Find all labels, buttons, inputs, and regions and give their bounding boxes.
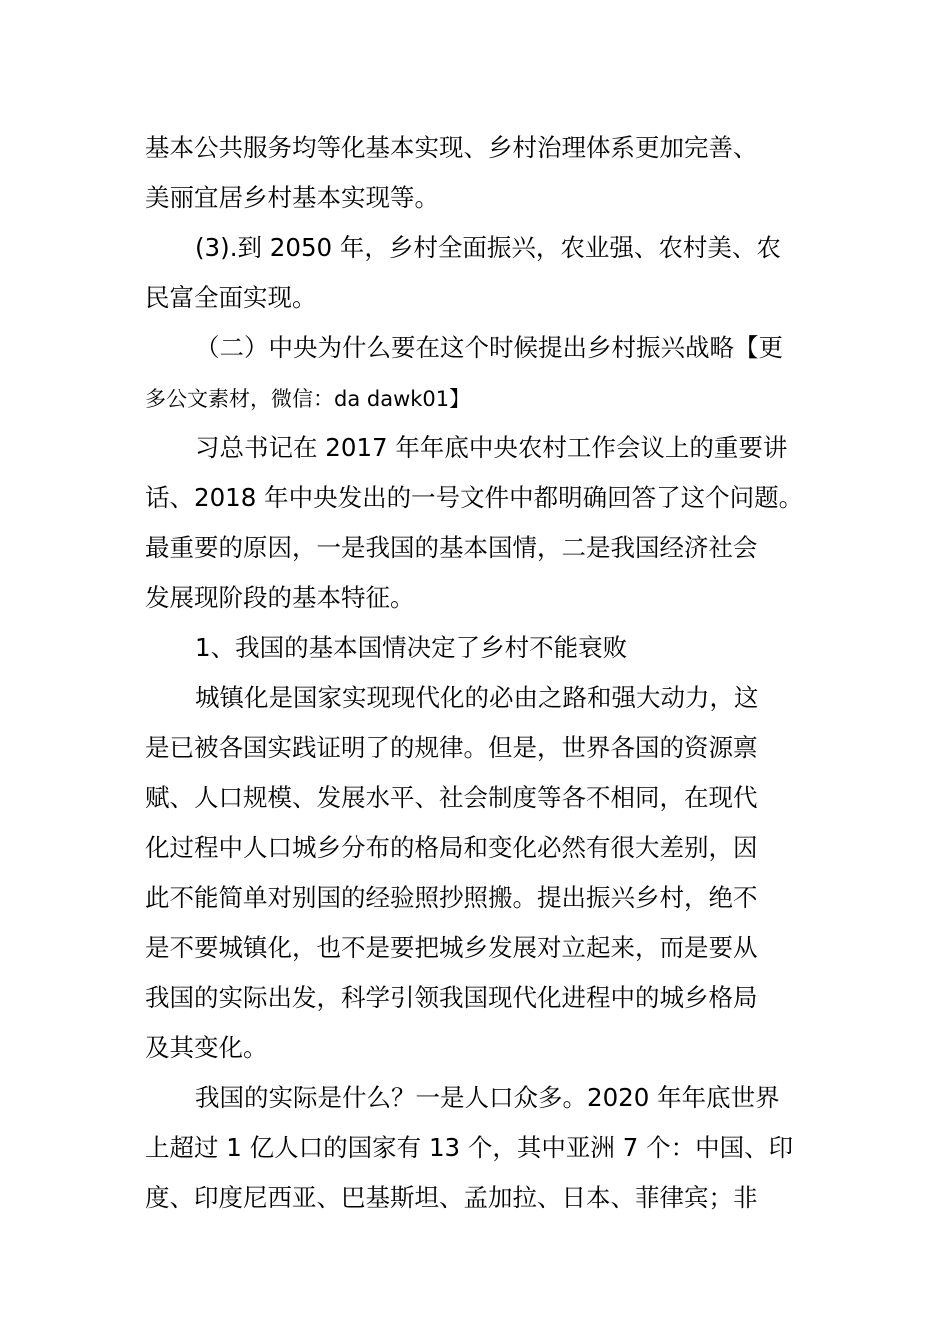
text-line-15: 化过程中人口城乡分布的格局和变化必然有很大差别，因 (145, 833, 758, 862)
text-line-3: (3).到 2050 年，乡村全面振兴，农业强、农村美、农 (195, 233, 781, 262)
text-line-17: 是不要城镇化，也不是要把城乡发展对立起来，而是要从 (145, 933, 758, 962)
text-line-18: 我国的实际出发，科学引领我国现代化进程中的城乡格局 (145, 983, 758, 1012)
text-line-1: 基本公共服务均等化基本实现、乡村治理体系更加完善、 (145, 133, 758, 162)
text-line-19: 及其变化。 (145, 1033, 268, 1062)
text-line-4: 民富全面实现。 (145, 283, 317, 312)
text-line-9: 最重要的原因，一是我国的基本国情，二是我国经济社会 (145, 533, 758, 562)
text-line-6: 多公文素材，微信：da dawk01】 (145, 387, 471, 411)
text-line-22: 度、印度尼西亚、巴基斯坦、孟加拉、日本、菲律宾；非 (145, 1183, 758, 1212)
text-line-7: 习总书记在 2017 年年底中央农村工作会议上的重要讲 (195, 433, 788, 462)
text-line-20: 我国的实际是什么？一是人口众多。2020 年年底世界 (195, 1083, 780, 1112)
text-line-13: 是已被各国实践证明了的规律。但是，世界各国的资源禀 (145, 733, 758, 762)
text-line-2: 美丽宜居乡村基本实现等。 (145, 183, 439, 212)
text-line-10: 发展现阶段的基本特征。 (145, 583, 415, 612)
text-line-8: 话、2018 年中央发出的一号文件中都明确回答了这个问题。 (145, 483, 804, 512)
text-line-12: 城镇化是国家实现现代化的必由之路和强大动力，这 (195, 683, 759, 712)
subsection-heading: 1、我国的基本国情决定了乡村不能衰败 (195, 633, 628, 662)
section-heading: （二）中央为什么要在这个时候提出乡村振兴战略【更 (195, 333, 783, 362)
text-line-14: 赋、人口规模、发展水平、社会制度等各不相同，在现代 (145, 783, 758, 812)
text-line-21: 上超过 1 亿人口的国家有 13 个，其中亚洲 7 个：中国、印 (145, 1133, 794, 1162)
text-line-16: 此不能简单对别国的经验照抄照搬。提出振兴乡村，绝不 (145, 883, 758, 912)
